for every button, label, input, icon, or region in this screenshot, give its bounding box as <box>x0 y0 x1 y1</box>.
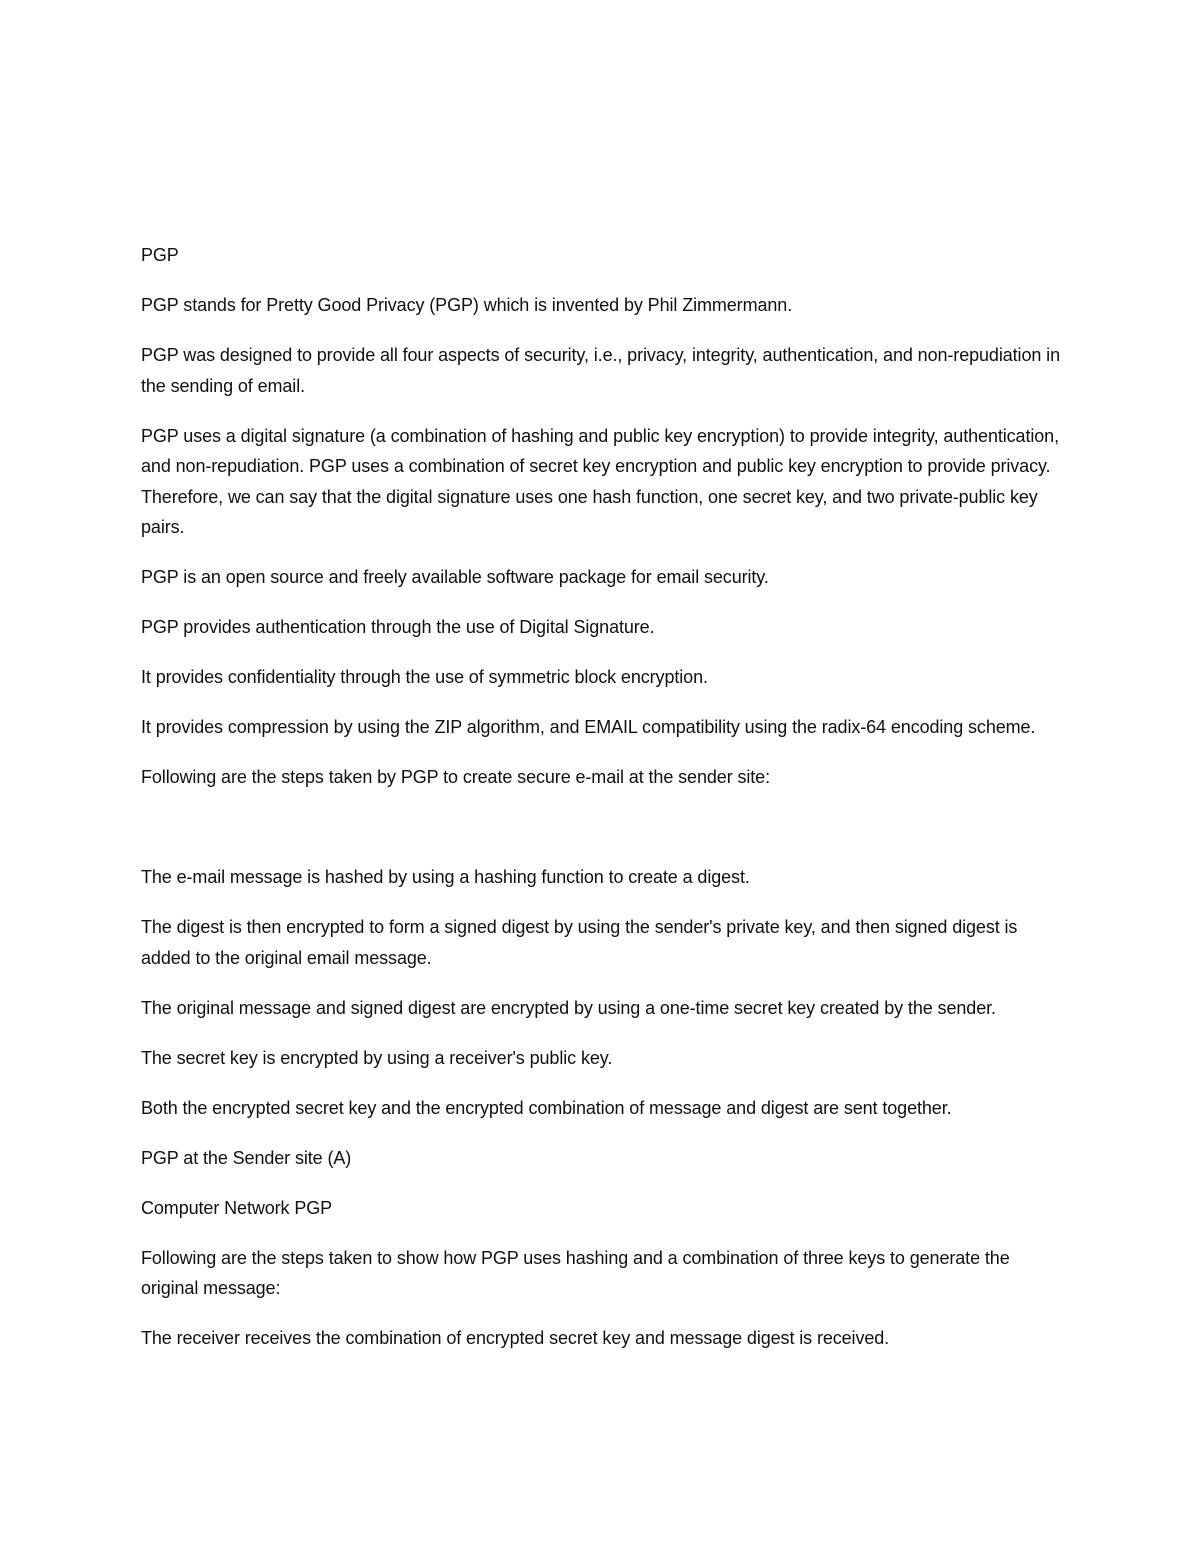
paragraph: Computer Network PGP <box>141 1197 333 1218</box>
paragraph: The e-mail message is hashed by using a hashing function to create a digest. <box>141 867 750 887</box>
document-body <box>141 240 1066 1373</box>
paragraph: Both the encrypted secret key and the encrypted combination of message and digest are sent together. <box>141 1097 952 1118</box>
paragraph: The secret key is encrypted by using a receiver's public key. <box>141 1047 613 1068</box>
doc-title: PGP <box>141 245 179 265</box>
paragraph: PGP at the Sender site (A) <box>141 1147 352 1168</box>
paragraph: It provides confidentiality through the use of symmetric block encryption. <box>141 667 708 687</box>
paragraph: Following are the steps taken to show how PGP uses hashing and a combination of three keys to generate the original message: <box>141 1247 1010 1298</box>
paragraph: PGP is an open source and freely available software package for email security. <box>141 567 769 587</box>
paragraph: Following are the steps taken by PGP to create secure e-mail at the sender site: <box>141 767 770 787</box>
paragraph: It provides compression by using the ZIP algorithm, and EMAIL compatibility using the radix-64 encoding scheme. <box>141 717 1036 737</box>
paragraph: The original message and signed digest are encrypted by using a one-time secret key created by the sender. <box>141 997 996 1018</box>
blank-line <box>141 812 1066 862</box>
paragraph: The digest is then encrypted to form a signed digest by using the sender's private key, and then signed digest is added to the original email message. <box>141 917 1018 968</box>
paragraph: PGP uses a digital signature (a combination of hashing and public key encryption) to provide integrity, authentication, and non-repudiation. PGP uses a combination of secret key encryption and public key encryption to provide privacy. Therefore, we can say that the digital signature uses one hash function, one secret key, and two private-public key pairs. <box>141 425 1059 537</box>
paragraph: PGP stands for Pretty Good Privacy (PGP) which is invented by Phil Zimmermann. <box>141 295 793 315</box>
paragraph: PGP provides authentication through the use of Digital Signature. <box>141 617 655 637</box>
paragraph: PGP was designed to provide all four aspects of security, i.e., privacy, integrity, authentication, and non-repudiation in the sending of email. <box>141 345 1060 396</box>
paragraph: The receiver receives the combination of encrypted secret key and message digest is received. <box>141 1328 890 1348</box>
